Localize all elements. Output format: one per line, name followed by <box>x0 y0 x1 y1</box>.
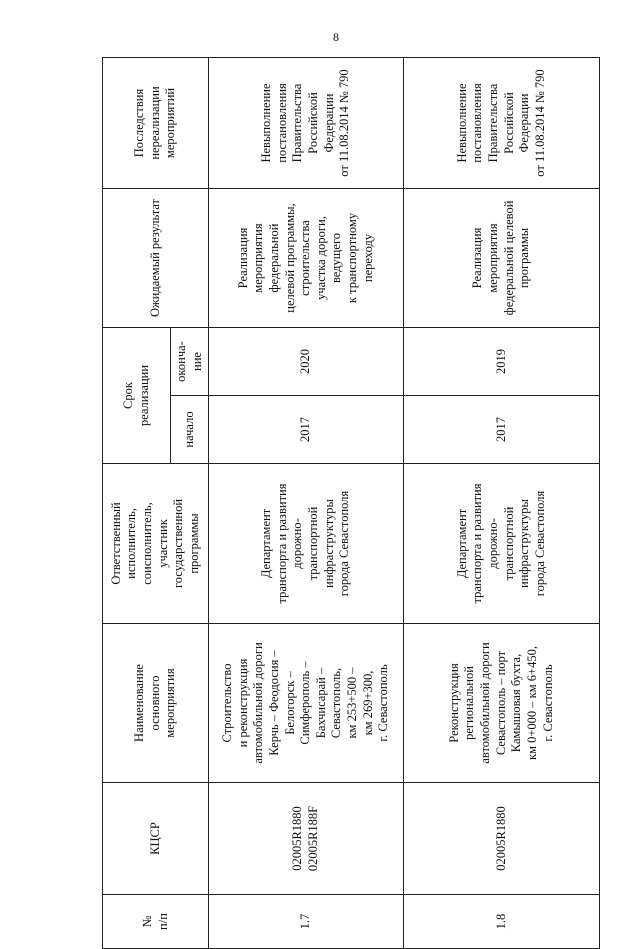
row-kcsr: 02005R1880 <box>404 783 600 895</box>
measures-table <box>102 57 600 949</box>
header-end: оконча- ние <box>171 328 209 396</box>
row-responsible: Департамент транспорта и развития дорожно- транспортной инфраструктуры города Севастополя <box>404 464 600 624</box>
header-name: Наименование основного мероприятия <box>103 624 209 783</box>
row-result: Реализация мероприятия федеральной целевой программы <box>404 189 600 328</box>
header-num: № п/п <box>103 895 209 949</box>
row-consequences: Невыполнение постановления Правительства Российской Федерации от 11.08.2014 № 790 <box>404 58 600 189</box>
row-num: 1.8 <box>404 895 600 949</box>
row-name: Строительство и реконструкция автомобильной дороги Керчь – Феодосия – Белогорск – Симферополь – Бахчисарай – Севастополь, км 253+500 – км 269+300, г. Севастополь <box>209 624 404 783</box>
row-name: Реконструкция региональной автомобильной дороги Севастополь – порт Камышовая бухта, км 0+000 – км 6+450, г. Севастополь <box>404 624 600 783</box>
row-end: 2020 <box>209 328 404 396</box>
row-start: 2017 <box>209 396 404 464</box>
header-responsible: Ответственный исполнитель, соисполнитель, участник государственной программы <box>103 464 209 624</box>
table-row <box>209 58 404 949</box>
row-result: Реализация мероприятия федеральной целевой программы, строительства участка дороги, ведущего к транспортному переходу <box>209 189 404 328</box>
row-kcsr: 02005R1880 02005R188F <box>209 783 404 895</box>
table-row <box>404 58 600 949</box>
header-start: начало <box>171 396 209 464</box>
row-end: 2019 <box>404 328 600 396</box>
header-row <box>103 58 171 949</box>
page-number: 8 <box>333 30 339 44</box>
row-start: 2017 <box>404 396 600 464</box>
header-kcsr: КЦСР <box>103 783 209 895</box>
row-num: 1.7 <box>209 895 404 949</box>
header-consequences: Последствия нереализации мероприятий <box>103 58 209 189</box>
row-consequences: Невыполнение постановления Правительства Российской Федерации от 11.08.2014 № 790 <box>209 58 404 189</box>
header-result: Ожидаемый результат <box>103 189 209 328</box>
row-responsible: Департамент транспорта и развития дорожно- транспортной инфраструктуры города Севастополя <box>209 464 404 624</box>
header-term: Срок реализации <box>103 328 171 464</box>
